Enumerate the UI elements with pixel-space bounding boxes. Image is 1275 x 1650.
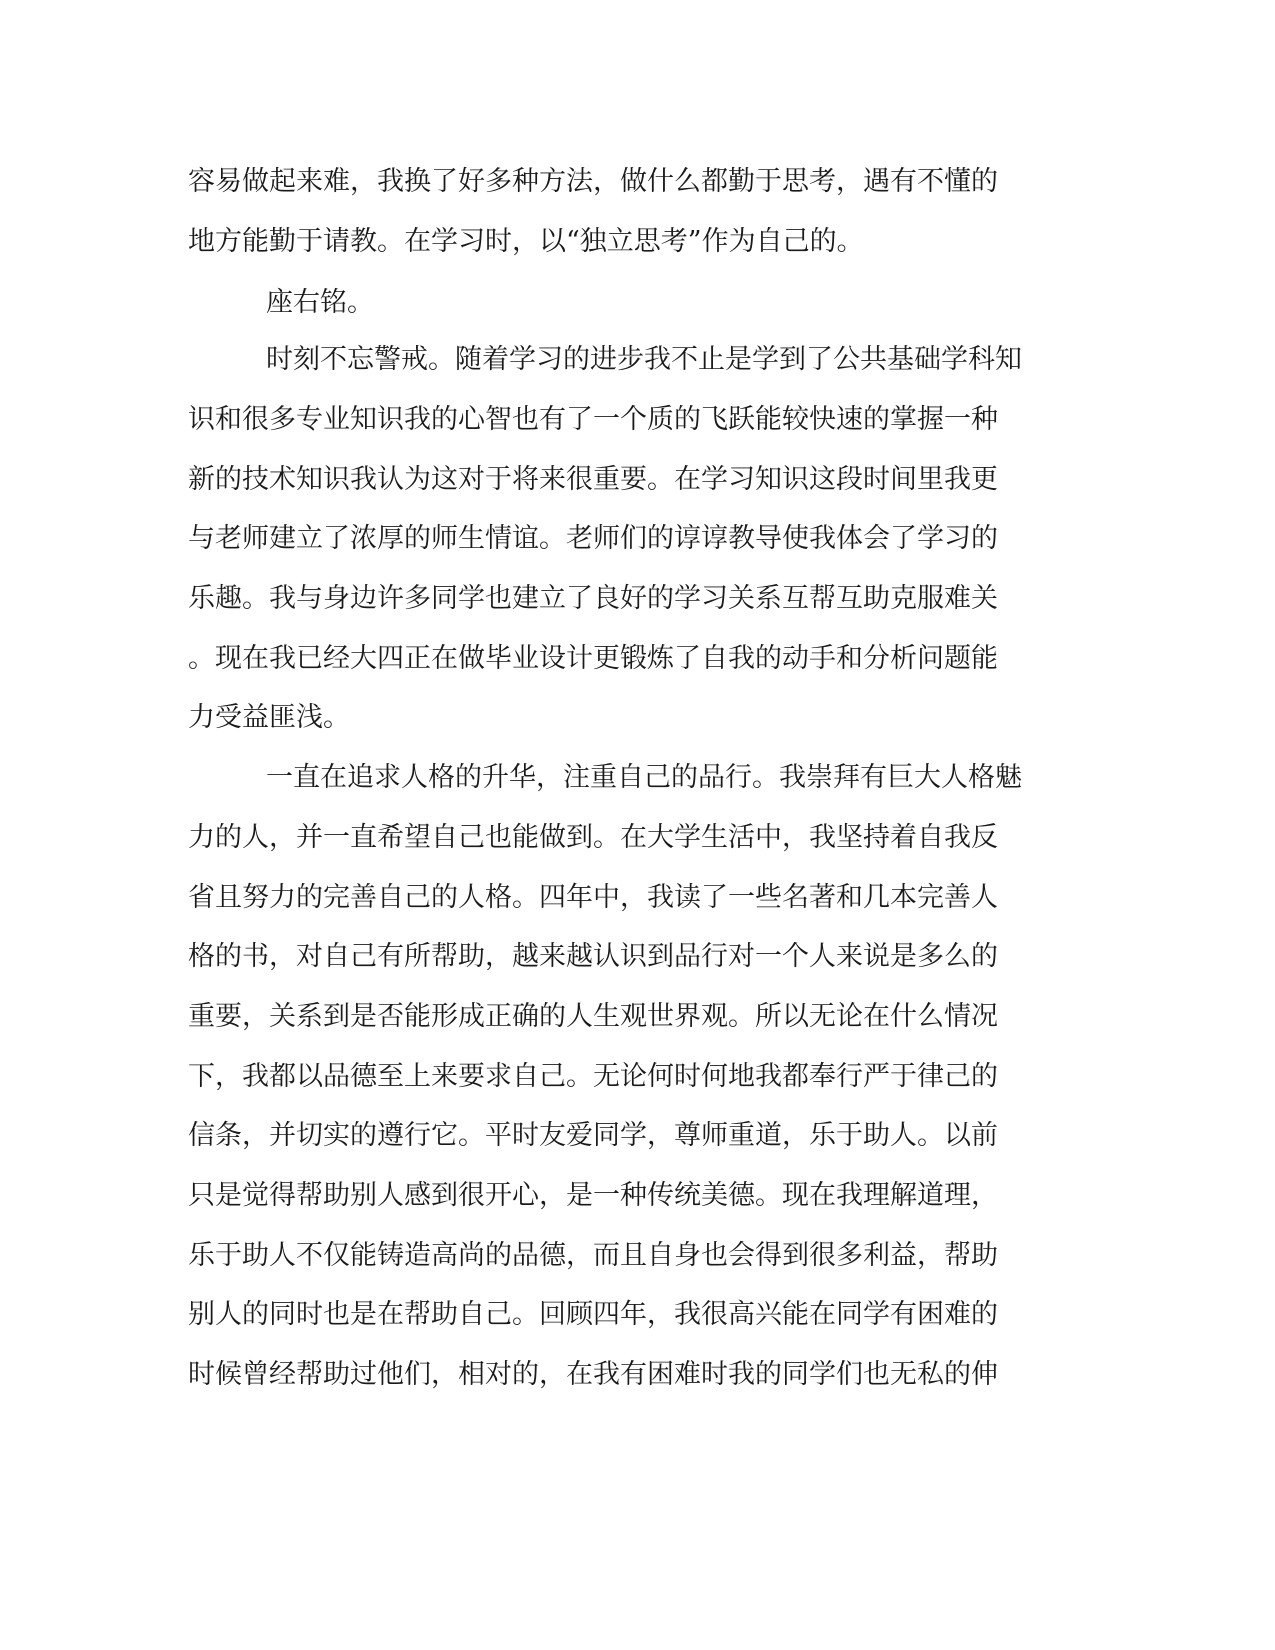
text-line: 省且努力的完善自己的人格。四年中，我读了一些名著和几本完善人 [188,882,998,913]
text-line: 一直在追求人格的升华，注重自己的品行。我崇拜有巨大人格魅 [266,762,1022,793]
text-line: 格的书，对自己有所帮助，越来越认识到品行对一个人来说是多么的 [188,941,998,972]
text-line: 新的技术知识我认为这对于将来很重要。在学习知识这段时间里我更 [188,464,998,495]
text-line: 时刻不忘警戒。随着学习的进步我不止是学到了公共基础学科知 [266,344,1022,375]
text-line: 识和很多专业知识我的心智也有了一个质的飞跃能较快速的掌握一种 [188,404,998,435]
text-line: 别人的同时也是在帮助自己。回顾四年，我很高兴能在同学有困难的 [188,1299,998,1330]
text-line: 座右铭。 [266,287,374,318]
text-line: 。现在我已经大四正在做毕业设计更锻炼了自我的动手和分析问题能 [188,643,998,674]
text-line: 与老师建立了浓厚的师生情谊。老师们的谆谆教导使我体会了学习的 [188,523,998,554]
text-line: 信条，并切实的遵行它。平时友爱同学，尊师重道，乐于助人。以前 [188,1120,998,1151]
text-line: 下，我都以品德至上来要求自己。无论何时何地我都奉行严于律己的 [188,1061,998,1092]
text-line: 重要，关系到是否能形成正确的人生观世界观。所以无论在什么情况 [188,1001,998,1032]
text-line: 容易做起来难，我换了好多种方法，做什么都勤于思考，遇有不懂的 [188,166,998,197]
text-line: 乐于助人不仅能铸造高尚的品德，而且自身也会得到很多利益，帮助 [188,1240,998,1271]
text-line: 力受益匪浅。 [188,702,350,733]
text-line: 时候曾经帮助过他们，相对的，在我有困难时我的同学们也无私的伸 [188,1359,998,1390]
text-line: 力的人，并一直希望自己也能做到。在大学生活中，我坚持着自我反 [188,822,998,853]
text-line: 地方能勤于请教。在学习时，以“独立思考”作为自己的。 [188,226,864,257]
text-line: 乐趣。我与身边许多同学也建立了良好的学习关系互帮互助克服难关 [188,583,998,614]
text-line: 只是觉得帮助别人感到很开心，是一种传统美德。现在我理解道理， [188,1180,998,1211]
